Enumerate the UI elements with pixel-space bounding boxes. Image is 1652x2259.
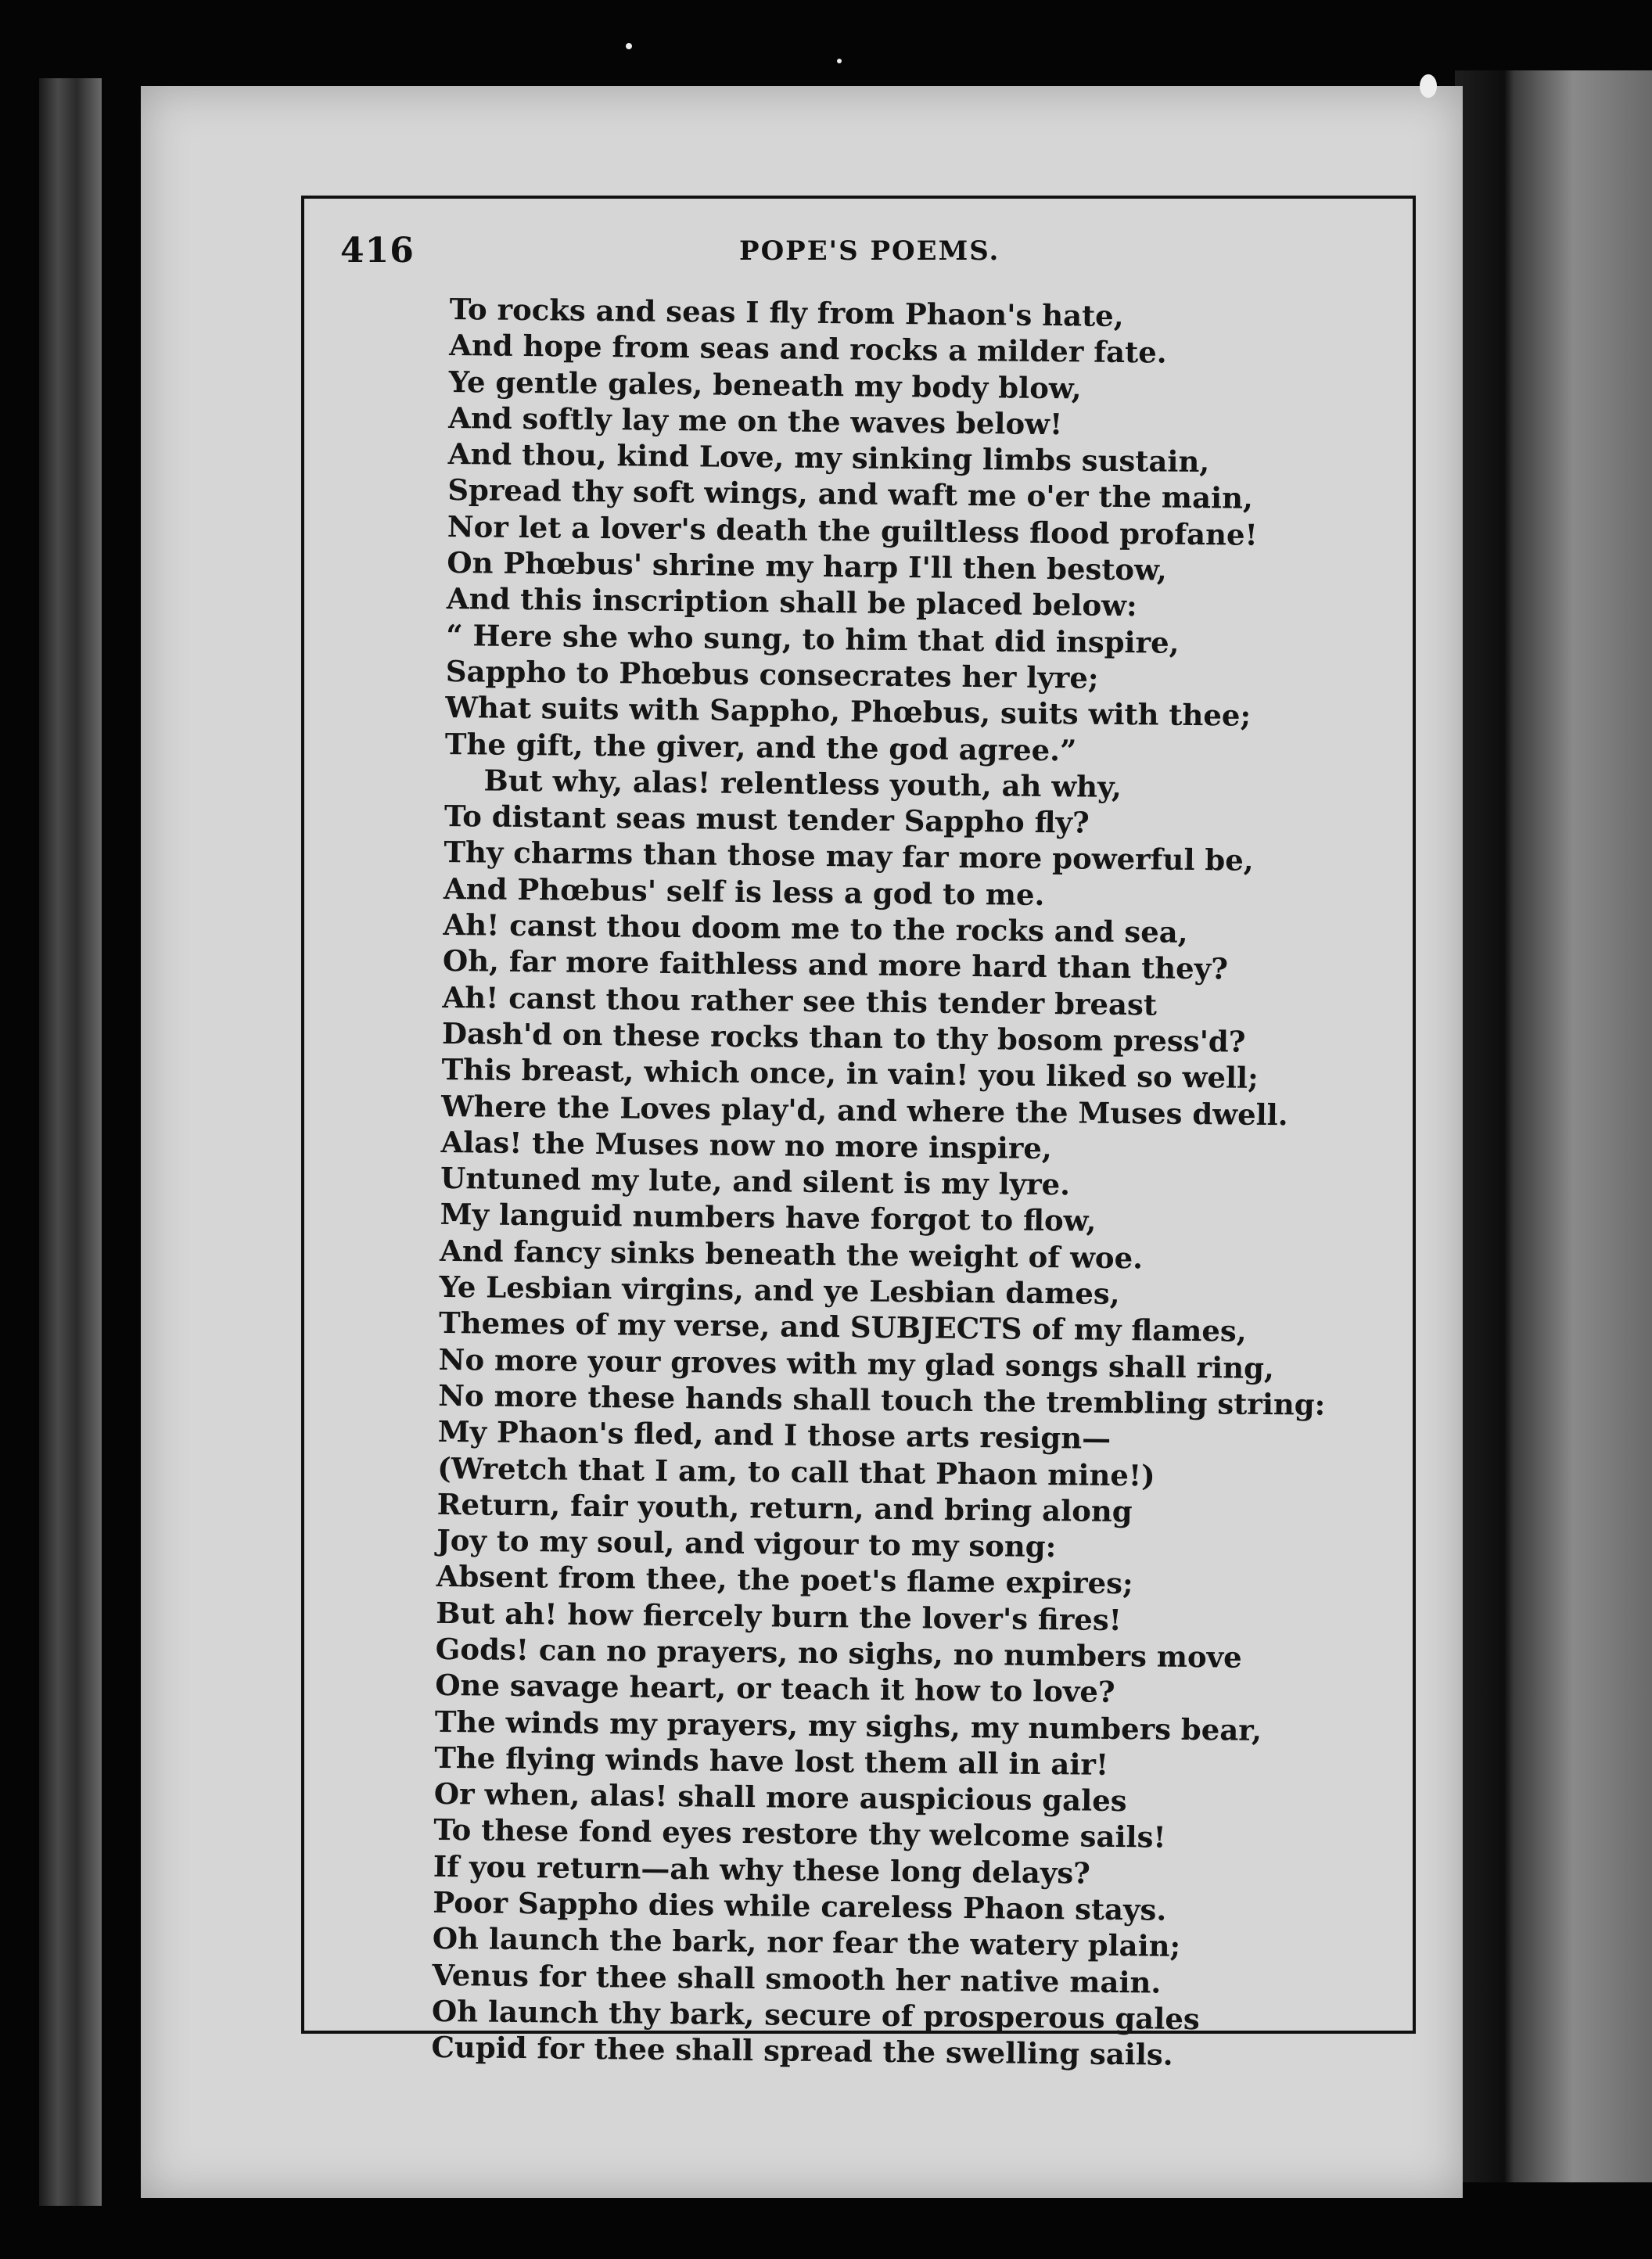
poem-line: To rocks and seas I fly from Phaon's hate, [449,291,1124,334]
poem-line: Untuned my lute, and silent is my lyre. [440,1161,1071,1202]
poem-line: Joy to my soul, and vigour to my song: [436,1523,1057,1564]
poem-line: Absent from thee, the poet's flame expires; [436,1559,1133,1601]
poem-line: Venus for thee shall smooth her native main. [432,1957,1162,2000]
running-title: POPE'S POEMS. [739,235,1000,267]
poem-line: The winds my prayers, my sighs, my numbers bear, [434,1704,1262,1747]
poem-line: To distant seas must tender Sappho fly? [444,799,1090,840]
poem-line: Or when, alas! shall more auspicious gales [433,1776,1127,1819]
poem-line: And hope from seas and rocks a milder fate. [449,328,1167,370]
poem-line: If you return—ah why these long delays? [433,1848,1091,1891]
poem-line: Oh launch the bark, nor fear the watery plain; [432,1921,1181,1964]
page-number: 416 [340,231,415,271]
poem-line: Alas! the Muses now no more inspire, [440,1124,1052,1165]
poem-line: Thy charms than those may far more powerful be, [444,835,1254,878]
poem-line: The gift, the giver, and the god agree.” [444,726,1077,767]
poem-line: Sappho to Phœbus consecrates her lyre; [445,653,1099,695]
poem-line: And this inscription shall be placed below: [446,581,1137,623]
poem-line: One savage heart, or teach it how to love? [435,1668,1115,1710]
poem-line: And softly lay me on the waves below! [448,400,1063,442]
poem-line: And fancy sinks beneath the weight of woe. [439,1233,1144,1276]
poem-line: The flying winds have lost them all in air! [434,1740,1109,1782]
poem-line: Oh, far more faithless and more hard than they? [442,943,1229,986]
adjacent-page-edge [1455,70,1652,2182]
dust-speck [626,43,632,49]
poem-line: This breast, which once, in vain! you liked so well; [441,1052,1259,1096]
poem-line: But ah! how fiercely burn the lover's fires! [436,1595,1122,1637]
poem-line: My languid numbers have forgot to flow, [440,1197,1097,1239]
poem-line: Ye Lesbian virgins, and ye Lesbian dames, [439,1269,1120,1312]
poem-line: But why, alas! relentless youth, ah why, [483,763,1122,804]
poem-line: Return, fair youth, return, and bring along [436,1486,1133,1529]
poem-line: No more these hands shall touch the trembling string: [437,1377,1326,1422]
poem-line: Spread thy soft wings, and waft me o'er the main, [447,472,1254,516]
poem-line: And thou, kind Love, my sinking limbs sustain, [447,436,1210,479]
poem-line: Poor Sappho dies while careless Phaon stays. [433,1884,1167,1927]
poem-line: No more your groves with my glad songs shall ring, [438,1341,1275,1385]
left-page-edge [39,78,102,2206]
poem-line: “ Here she who sung, to him that did inspire, [446,617,1180,660]
poem-line: Cupid for thee shall spread the swelling sails. [431,2030,1173,2073]
poem-line: And Phœbus' self is less a god to me. [443,871,1045,912]
poem-line: To these fond eyes restore thy welcome sails! [433,1812,1166,1855]
poem-line: On Phœbus' shrine my harp I'll then bestow, [447,545,1168,587]
poem-line: Ah! canst thou doom me to the rocks and sea, [443,907,1188,950]
poem-line: Themes of my verse, and SUBJECTS of my flames, [438,1305,1247,1349]
poem-line: My Phaon's fled, and I those arts resign— [437,1414,1112,1456]
page-header [340,231,1201,278]
poem-line: Ah! canst thou rather see this tender breast [442,979,1158,1022]
poem-line: Where the Loves play'd, and where the Muses dwell. [440,1088,1288,1132]
poem-line: Oh launch thy bark, secure of prosperous gales [431,1993,1200,2037]
poem-line: Gods! can no prayers, no sighs, no numbers move [435,1631,1242,1675]
poem-line: Dash'd on these rocks than to thy bosom press'd? [441,1015,1246,1059]
poem-text [431,291,1337,2074]
dust-speck [837,59,842,63]
poem-line: What suits with Sappho, Phœbus, suits with thee; [445,690,1252,734]
poem-line: (Wretch that I am, to call that Phaon mine!) [437,1450,1155,1493]
dust-speck [1420,74,1437,98]
poem-line: Ye gentle gales, beneath my body blow, [448,364,1082,406]
poem-line: Nor let a lover's death the guiltless flood profane! [447,508,1259,552]
